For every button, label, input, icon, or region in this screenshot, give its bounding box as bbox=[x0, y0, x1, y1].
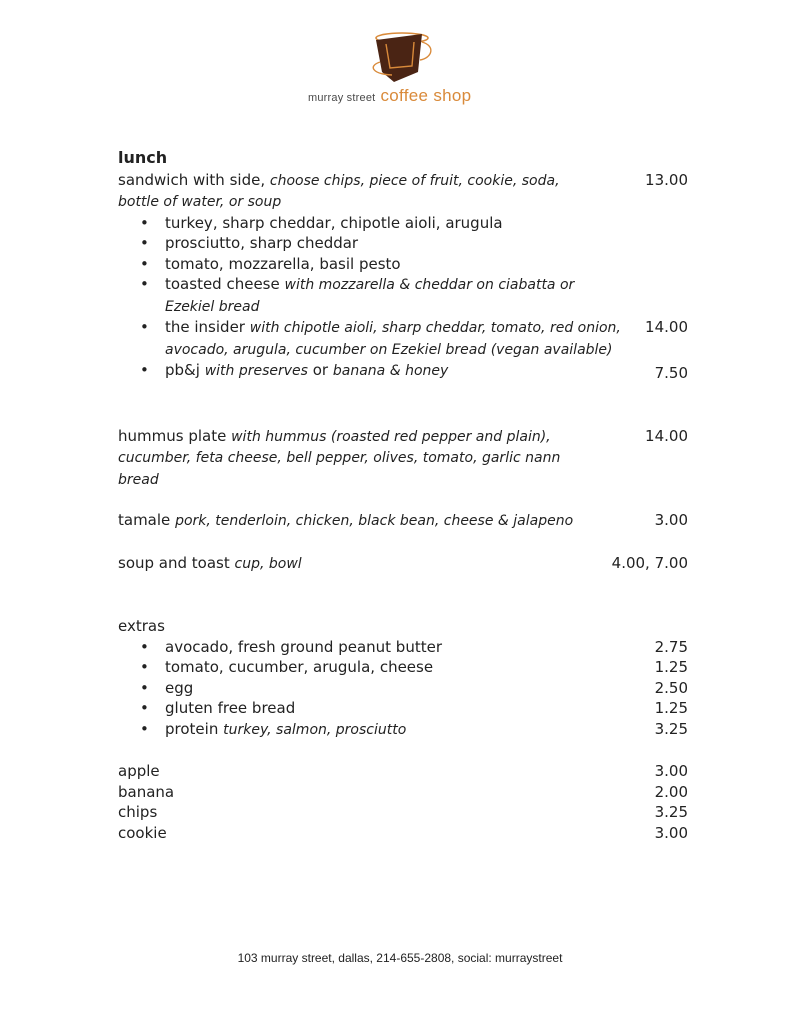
item-name: chips bbox=[118, 803, 158, 821]
side-item bbox=[118, 782, 688, 803]
item-price: 3.25 bbox=[654, 719, 688, 738]
item-price: 14.00 bbox=[645, 318, 688, 336]
extras-heading: extras bbox=[118, 617, 165, 635]
sandwich-option bbox=[118, 213, 688, 234]
item-name: toasted cheese bbox=[165, 275, 280, 293]
menu-item-sandwich bbox=[118, 170, 688, 213]
sandwich-option bbox=[118, 317, 688, 360]
extra-item bbox=[118, 698, 688, 719]
item-price: 1.25 bbox=[654, 699, 688, 717]
item-price: 2.75 bbox=[654, 637, 688, 656]
item-price: 4.00, 7.00 bbox=[611, 553, 688, 572]
item-price: 3.25 bbox=[654, 803, 688, 821]
item-desc: with chipotle aioli, sharp cheddar, tomato, red onion, avocado, arugula, cucumber on Ezekiel bread (vegan available) bbox=[165, 320, 621, 358]
item-desc: with mozzarella & cheddar on ciabatta or Ezekiel bread bbox=[165, 277, 575, 315]
item-price: 1.25 bbox=[654, 658, 688, 676]
item-price: 3.00 bbox=[654, 823, 688, 842]
item-name: sandwich with side, bbox=[118, 170, 266, 189]
item-name: soup and toast bbox=[118, 553, 230, 572]
side-item bbox=[118, 823, 688, 844]
item-name: tomato, cucumber, arugula, cheese bbox=[165, 658, 434, 676]
item-name: protein bbox=[165, 719, 219, 738]
extra-item bbox=[118, 719, 688, 741]
item-desc: with hummus (roasted red pepper and plain), cucumber, feta cheese, bell pepper, olives, tomato, garlic nann bread bbox=[118, 428, 561, 488]
extra-item bbox=[118, 637, 688, 658]
item-name: tamale bbox=[118, 511, 171, 529]
item-price: 7.50 bbox=[654, 364, 688, 382]
item-name: the insider bbox=[165, 318, 245, 336]
item-price: 2.50 bbox=[654, 678, 688, 697]
menu bbox=[118, 148, 688, 843]
sandwich-option bbox=[118, 254, 688, 275]
lunch-heading: lunch bbox=[118, 148, 168, 167]
item-desc: cup, bowl bbox=[234, 555, 302, 572]
footer-address: 103 murray street, dallas, 214-655-2808, social: murraystreet bbox=[237, 951, 563, 965]
item-name: avocado, fresh ground peanut butter bbox=[165, 637, 442, 656]
item-name: tomato, mozzarella, basil pesto bbox=[165, 254, 401, 273]
item-desc: choose chips, piece of fruit, cookie, soda, bottle of water, or soup bbox=[118, 172, 560, 210]
item-name: banana bbox=[118, 782, 175, 801]
item-desc: pork, tenderloin, chicken, black bean, cheese & jalapeno bbox=[175, 513, 574, 529]
item-desc: banana & honey bbox=[332, 363, 449, 379]
item-name: cookie bbox=[118, 823, 167, 842]
extra-item bbox=[118, 657, 688, 678]
coffee-cup-icon bbox=[366, 28, 436, 84]
item-desc: turkey, salmon, prosciutto bbox=[223, 721, 407, 738]
item-price: 14.00 bbox=[645, 426, 688, 445]
item-name: egg bbox=[165, 678, 194, 697]
side-item bbox=[118, 802, 688, 823]
menu-item-soup bbox=[118, 553, 688, 575]
item-name: apple bbox=[118, 762, 160, 780]
shop-name: murray street coffee shop bbox=[308, 86, 472, 105]
item-name: prosciutto, sharp cheddar bbox=[165, 234, 359, 252]
side-item bbox=[118, 761, 688, 782]
item-price: 3.00 bbox=[654, 762, 688, 780]
item-name: pb&j bbox=[165, 361, 200, 379]
item-name: hummus plate bbox=[118, 426, 227, 445]
item-name: gluten free bread bbox=[165, 699, 296, 717]
item-price: 3.00 bbox=[654, 511, 688, 529]
sandwich-option bbox=[118, 233, 688, 254]
item-desc: with preserves bbox=[204, 363, 308, 379]
item-price: 2.00 bbox=[654, 782, 688, 801]
item-price: 13.00 bbox=[645, 170, 688, 189]
sandwich-option bbox=[118, 274, 688, 317]
item-name: turkey, sharp cheddar, chipotle aioli, arugula bbox=[165, 213, 503, 232]
extra-item bbox=[118, 678, 688, 699]
menu-item-tamale bbox=[118, 510, 688, 532]
logo bbox=[300, 24, 530, 110]
menu-item-hummus bbox=[118, 426, 688, 491]
sandwich-option: • pb&j with preserves or banana & honey 7.50 bbox=[118, 360, 688, 384]
